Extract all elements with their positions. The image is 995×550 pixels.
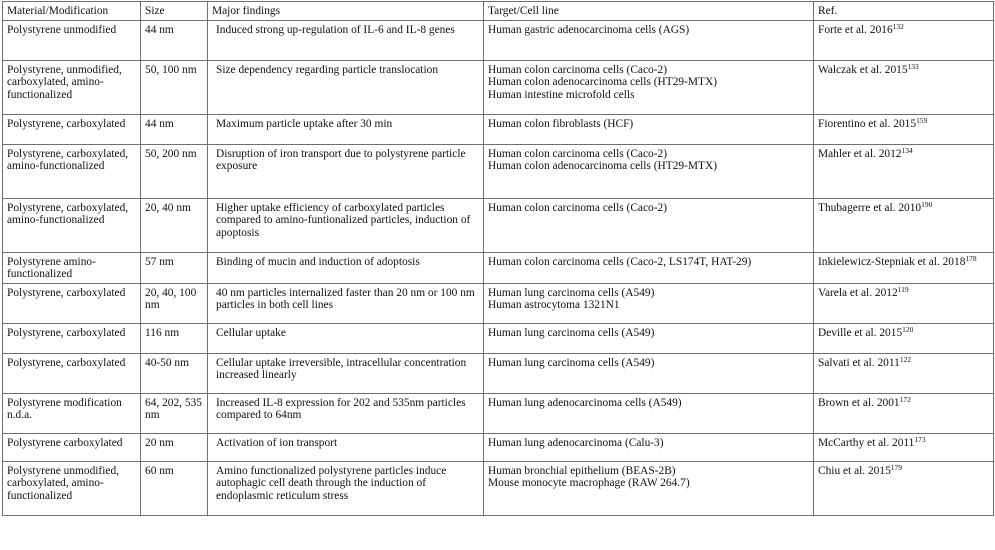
cell-ref	[814, 461, 994, 515]
cell-target	[484, 144, 814, 198]
ref-text: Deville et al. 2015	[818, 326, 903, 339]
cell-findings: Cellular uptake	[208, 323, 484, 353]
ref-number: 178	[965, 253, 977, 263]
table-body	[3, 20, 994, 515]
cell-material: Polystyrene, carboxylated	[3, 323, 141, 353]
cell-material: Polystyrene, carboxylated	[3, 114, 141, 144]
cell-size: 44 nm	[141, 20, 208, 60]
cell-target	[484, 393, 814, 433]
cell-material: Polystyrene amino-functionalized	[3, 252, 141, 283]
cell-material: Polystyrene carboxylated	[3, 433, 141, 461]
cell-target	[484, 353, 814, 393]
cell-findings: Cellular uptake irreversible, intracellular concentration increased linearly	[208, 353, 484, 393]
cell-findings: Increased IL-8 expression for 202 and 535nm particles compared to 64nm	[208, 393, 484, 433]
cell-size: 20, 40 nm	[141, 198, 208, 252]
cell-ref	[814, 114, 994, 144]
ref-number: 134	[901, 145, 913, 155]
target-line: Human colon carcinoma cells (Caco-2)	[488, 147, 668, 160]
target-line: Human colon carcinoma cells (Caco-2, LS174T, HAT-29)	[488, 255, 752, 268]
cell-findings: Activation of ion transport	[208, 433, 484, 461]
table-row	[3, 323, 994, 353]
ref-number: 122	[899, 354, 912, 364]
cell-target	[484, 283, 814, 323]
target-line: Human colon fibroblasts (HCF)	[488, 117, 634, 130]
cell-ref	[814, 393, 994, 433]
cell-ref	[814, 20, 994, 60]
target-line: Human bronchial epithelium (BEAS-2B)	[488, 464, 676, 477]
table-row	[3, 393, 994, 433]
cell-size: 50, 200 nm	[141, 144, 208, 198]
ref-text: Inkielewicz-Stepniak et al. 2018	[818, 255, 966, 268]
header-findings: Major findings	[208, 2, 484, 21]
cell-findings: Disruption of iron transport due to polystyrene particle exposure	[208, 144, 484, 198]
cell-size: 60 nm	[141, 461, 208, 515]
cell-target	[484, 433, 814, 461]
cell-ref	[814, 353, 994, 393]
cell-material: Polystyrene, carboxylated	[3, 353, 141, 393]
target-line: Human lung carcinoma cells (A549)	[488, 326, 655, 339]
cell-size: 44 nm	[141, 114, 208, 144]
cell-size: 50, 100 nm	[141, 60, 208, 114]
ref-number: 159	[916, 115, 928, 125]
cell-target	[484, 323, 814, 353]
table-row	[3, 353, 994, 393]
table-row	[3, 252, 994, 283]
cell-material: Polystyrene, carboxylated	[3, 283, 141, 323]
target-line: Human colon carcinoma cells (Caco-2)	[488, 63, 668, 76]
ref-text: Mahler et al. 2012	[818, 147, 902, 160]
target-line: Human intestine microfold cells	[488, 88, 635, 101]
header-ref: Ref.	[814, 2, 994, 21]
ref-number: 120	[902, 324, 914, 334]
ref-text: Varela et al. 2012	[818, 286, 898, 299]
cell-material: Polystyrene unmodified, carboxylated, amino-functionalized	[3, 461, 141, 515]
target-line: Human colon adenocarcinoma cells (HT29-MTX)	[488, 76, 717, 89]
cell-findings: Higher uptake efficiency of carboxylated particles compared to amino-funtionalized particles, induction of apoptosis	[208, 198, 484, 252]
table-row	[3, 114, 994, 144]
target-line: Mouse monocyte macrophage (RAW 264.7)	[488, 477, 690, 490]
target-line: Human lung adenocarcinoma cells (A549)	[488, 396, 682, 409]
cell-material: Polystyrene unmodified	[3, 20, 141, 60]
table-row	[3, 461, 994, 515]
table-row	[3, 433, 994, 461]
header-row	[3, 2, 994, 21]
cell-findings: Amino functionalized polystyrene particles induce autophagic cell death through the induction of endoplasmic reticulum stress	[208, 461, 484, 515]
cell-target	[484, 114, 814, 144]
study-table	[2, 1, 994, 516]
ref-number: 119	[897, 284, 909, 294]
cell-size: 57 nm	[141, 252, 208, 283]
target-line: Human astrocytoma 1321N1	[488, 299, 620, 312]
cell-material: Polystyrene, carboxylated, amino-functionalized	[3, 144, 141, 198]
table-row	[3, 198, 994, 252]
cell-material: Polystyrene, carboxylated, amino-functionalized	[3, 198, 141, 252]
cell-size: 40-50 nm	[141, 353, 208, 393]
table-row	[3, 20, 994, 60]
header-target: Target/Cell line	[484, 2, 814, 21]
cell-target	[484, 198, 814, 252]
cell-ref	[814, 144, 994, 198]
target-line: Human lung adenocarcinoma (Calu-3)	[488, 436, 664, 449]
cell-ref	[814, 433, 994, 461]
target-line: Human lung carcinoma cells (A549)	[488, 356, 655, 369]
cell-target	[484, 252, 814, 283]
ref-number: 132	[892, 21, 904, 31]
cell-findings: Binding of mucin and induction of adoptosis	[208, 252, 484, 283]
ref-text: Thubagerre et al. 2010	[818, 201, 922, 214]
cell-target	[484, 20, 814, 60]
cell-size: 20 nm	[141, 433, 208, 461]
header-material: Material/Modification	[3, 2, 141, 21]
table-row	[3, 283, 994, 323]
cell-ref	[814, 323, 994, 353]
cell-findings: 40 nm particles internalized faster than 20 nm or 100 nm particles in both cell lines	[208, 283, 484, 323]
cell-target	[484, 60, 814, 114]
ref-number: 179	[890, 462, 903, 472]
cell-ref	[814, 198, 994, 252]
table-row	[3, 144, 994, 198]
ref-text: McCarthy et al. 2011	[818, 436, 915, 449]
cell-findings: Size dependency regarding particle translocation	[208, 60, 484, 114]
target-line: Human colon carcinoma cells (Caco-2)	[488, 201, 668, 214]
ref-text: Fiorentino et al. 2015	[818, 117, 917, 130]
target-line: Human colon adenocarcinoma cells (HT29-MTX)	[488, 160, 717, 173]
ref-text: Walczak et al. 2015	[818, 63, 908, 76]
ref-number: 172	[899, 394, 911, 404]
ref-number: 173	[914, 434, 926, 444]
cell-ref	[814, 60, 994, 114]
cell-findings: Maximum particle uptake after 30 min	[208, 114, 484, 144]
ref-number: 190	[921, 199, 933, 209]
ref-text: Salvati et al. 2011	[818, 356, 900, 369]
cell-ref	[814, 252, 994, 283]
ref-text: Brown et al. 2001	[818, 396, 900, 409]
cell-target	[484, 461, 814, 515]
cell-findings: Induced strong up-regulation of IL-6 and IL-8 genes	[208, 20, 484, 60]
cell-ref	[814, 283, 994, 323]
table-row	[3, 60, 994, 114]
ref-number: 133	[907, 61, 919, 71]
cell-size: 20, 40, 100 nm	[141, 283, 208, 323]
target-line: Human lung carcinoma cells (A549)	[488, 286, 655, 299]
cell-material: Polystyrene modification n.d.a.	[3, 393, 141, 433]
header-size: Size	[141, 2, 208, 21]
cell-size: 64, 202, 535 nm	[141, 393, 208, 433]
target-line: Human gastric adenocarcinoma cells (AGS)	[488, 23, 690, 36]
ref-text: Forte et al. 2016	[818, 23, 893, 36]
cell-size: 116 nm	[141, 323, 208, 353]
ref-text: Chiu et al. 2015	[818, 464, 891, 477]
cell-material: Polystyrene, unmodified, carboxylated, amino-functionalized	[3, 60, 141, 114]
